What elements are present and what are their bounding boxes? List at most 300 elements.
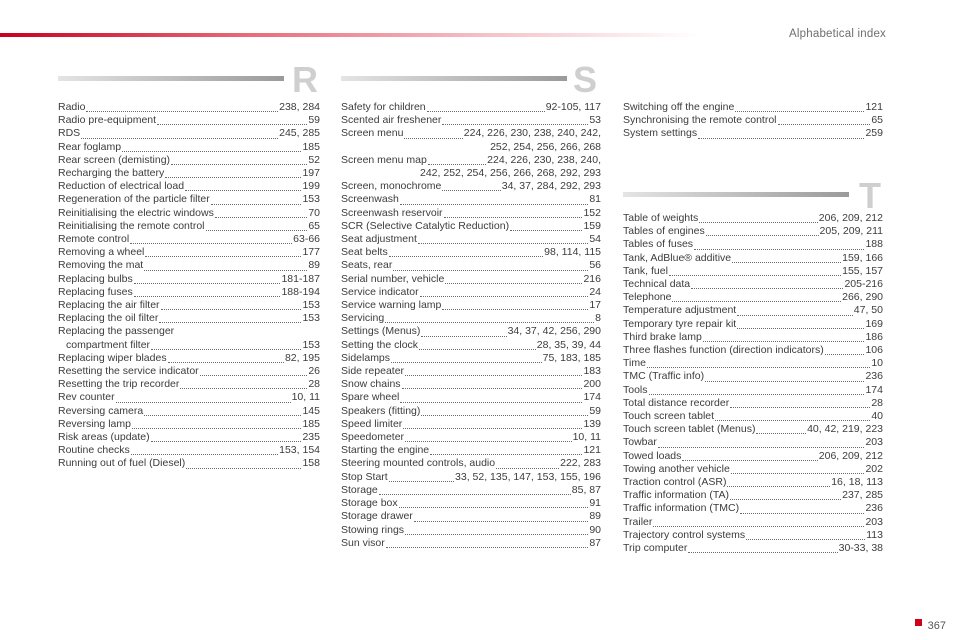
dot-leader xyxy=(442,124,588,125)
index-entry-term: Replacing wiper blades xyxy=(58,351,167,364)
dot-leader xyxy=(161,309,302,310)
index-entry xyxy=(58,299,320,312)
index-entry-pages: 89 xyxy=(589,510,601,523)
dot-leader xyxy=(151,349,301,350)
index-entry xyxy=(341,524,601,537)
index-entry xyxy=(58,391,320,404)
index-entry-pages: 92-105, 117 xyxy=(545,101,601,113)
index-entry-pages: 185 xyxy=(302,140,320,153)
index-column-r xyxy=(58,101,320,471)
index-entry-pages: 10, 11 xyxy=(572,431,601,444)
dot-leader xyxy=(658,447,865,448)
index-entry-term: Rev counter xyxy=(58,391,115,404)
index-entry xyxy=(623,344,883,357)
section-t-letter: T xyxy=(859,175,881,216)
index-entry-pages: 59 xyxy=(308,114,320,127)
index-entry-term: Running out of fuel (Diesel) xyxy=(58,457,186,470)
index-entry xyxy=(341,312,601,325)
dot-leader xyxy=(691,288,843,289)
index-entry-term: Recharging the battery xyxy=(58,167,165,180)
index-entry-pages: 54 xyxy=(589,233,601,246)
index-entry-pages: 206, 209, 212 xyxy=(818,449,883,462)
index-entry-term: Starting the engine xyxy=(341,444,430,457)
index-entry xyxy=(58,431,320,444)
index-column-s-continued xyxy=(623,101,883,141)
index-entry-term: Risk areas (update) xyxy=(58,431,150,444)
dot-leader xyxy=(672,301,841,302)
index-entry-pages: 40 xyxy=(871,410,883,423)
index-entry-pages: 236 xyxy=(865,370,883,383)
index-entry-pages: 85, 87 xyxy=(571,483,601,496)
index-entry-pages: 91 xyxy=(589,497,601,510)
index-entry-term: Temporary tyre repair kit xyxy=(623,317,737,330)
dot-leader xyxy=(746,539,865,540)
index-column-s xyxy=(341,101,601,550)
index-entry-term: Sun visor xyxy=(341,536,385,549)
dot-leader xyxy=(737,328,864,329)
index-entry-pages: 87 xyxy=(589,536,601,549)
index-entry-term: Time xyxy=(623,357,646,370)
index-entry xyxy=(58,180,320,193)
section-r-heading xyxy=(58,59,320,102)
index-entry xyxy=(341,484,601,497)
dot-leader xyxy=(157,124,307,125)
index-entry-pages: 28 xyxy=(871,396,883,409)
index-entry-pages: 33, 52, 135, 147, 153, 155, 196 xyxy=(455,470,601,483)
dot-leader xyxy=(403,428,582,429)
dot-leader xyxy=(144,270,307,271)
index-entry xyxy=(341,273,601,286)
dot-leader xyxy=(730,499,841,500)
index-entry-term: Sidelamps xyxy=(341,351,391,364)
index-entry-pages: 30-33, 38 xyxy=(838,542,883,555)
index-entry xyxy=(623,516,883,529)
index-entry-term: Regeneration of the particle filter xyxy=(58,193,210,206)
index-entry-pages: 266, 290 xyxy=(842,291,883,304)
index-entry-pages: 185 xyxy=(302,417,320,430)
dot-leader xyxy=(737,315,853,316)
index-entry xyxy=(623,370,883,383)
index-entry xyxy=(341,286,601,299)
dot-leader xyxy=(703,341,865,342)
index-entry xyxy=(58,114,320,127)
dot-leader xyxy=(391,362,542,363)
index-entry-term: Three flashes function (direction indicators) xyxy=(623,344,824,357)
dot-leader xyxy=(131,454,278,455)
index-entry-term: Stowing rings xyxy=(341,523,405,536)
dot-leader xyxy=(122,151,301,152)
index-entry-term: Tank, AdBlue® additive xyxy=(623,251,732,264)
dot-leader xyxy=(445,283,582,284)
dot-leader xyxy=(442,190,500,191)
dot-leader xyxy=(740,513,864,514)
index-entry-term: Towing another vehicle xyxy=(623,462,730,475)
index-entry xyxy=(58,127,320,140)
index-entry-pages: 188 xyxy=(865,238,883,251)
index-entry-pages: 200 xyxy=(583,378,601,391)
index-entry-pages: 203 xyxy=(865,436,883,449)
index-entry-pages: 65 xyxy=(308,219,320,232)
index-entry-term: Resetting the service indicator xyxy=(58,365,199,378)
index-entry xyxy=(623,529,883,542)
index-entry-term: Spare wheel xyxy=(341,391,400,404)
index-entry-pages: 199 xyxy=(302,180,320,193)
dot-leader xyxy=(420,296,589,297)
index-entry-term: Reinitialising the remote control xyxy=(58,219,205,232)
index-entry xyxy=(58,378,320,391)
index-entry-term: Storage xyxy=(341,483,378,496)
index-entry xyxy=(341,457,601,470)
index-entry-pages: 10, 11 xyxy=(291,391,320,404)
dot-leader xyxy=(649,394,865,395)
index-entry-pages: 17 xyxy=(589,299,601,312)
index-entry-term: Third brake lamp xyxy=(623,330,702,343)
dot-leader xyxy=(402,388,583,389)
index-entry-pages: 121 xyxy=(865,101,883,113)
index-entry xyxy=(58,352,320,365)
index-entry-pages: 153 xyxy=(302,338,320,351)
dot-leader xyxy=(421,336,506,337)
index-entry xyxy=(623,489,883,502)
index-entry-term: Screen menu xyxy=(341,127,404,140)
dot-leader xyxy=(730,407,870,408)
index-entry xyxy=(341,259,601,272)
index-entry-term: Seat belts xyxy=(341,246,388,259)
index-entry xyxy=(58,273,320,286)
index-entry xyxy=(58,457,320,470)
index-entry xyxy=(341,154,601,180)
index-entry-term: Routine checks xyxy=(58,444,130,457)
index-entry-term: Seats, rear xyxy=(341,259,393,272)
dot-leader xyxy=(180,388,307,389)
index-entry xyxy=(341,193,601,206)
index-entry-term: Speakers (fitting) xyxy=(341,404,421,417)
index-entry-term: Rear foglamp xyxy=(58,140,122,153)
index-entry-pages: 152 xyxy=(583,206,601,219)
index-entry xyxy=(623,252,883,265)
dot-leader xyxy=(442,309,588,310)
index-entry xyxy=(58,141,320,154)
dot-leader xyxy=(400,204,589,205)
index-entry-term: Tank, fuel xyxy=(623,264,668,277)
index-entry-pages: 153, 154 xyxy=(279,444,320,457)
dot-leader xyxy=(727,486,830,487)
index-entry-term: Servicing xyxy=(341,312,385,325)
dot-leader xyxy=(825,354,865,355)
index-entry xyxy=(623,291,883,304)
index-entry-term: Table of weights xyxy=(623,212,699,224)
index-entry-pages: 235 xyxy=(302,431,320,444)
index-entry-pages: 153 xyxy=(302,299,320,312)
index-entry-term: Side repeater xyxy=(341,365,405,378)
dot-leader xyxy=(400,402,582,403)
index-entry-row xyxy=(341,154,601,167)
dot-leader xyxy=(427,111,545,112)
index-entry xyxy=(623,331,883,344)
index-entry-pages: 75, 183, 185 xyxy=(542,351,601,364)
index-entry-term: Radio xyxy=(58,101,86,113)
index-entry-pages: 202 xyxy=(865,462,883,475)
index-entry-term: Rear screen (demisting) xyxy=(58,153,171,166)
index-entry-pages-continued: 242, 252, 254, 256, 266, 268, 292, 293 xyxy=(420,167,601,180)
dot-leader xyxy=(399,507,589,508)
index-entry-pages: 98, 114, 115 xyxy=(544,246,601,259)
index-entry-term: Tables of engines xyxy=(623,225,705,238)
index-entry-term: Replacing the oil filter xyxy=(58,312,159,325)
dot-leader xyxy=(705,381,864,382)
dot-leader xyxy=(159,322,301,323)
dot-leader xyxy=(116,402,291,403)
dot-leader xyxy=(144,415,301,416)
dot-leader xyxy=(86,111,278,112)
dot-leader xyxy=(444,217,583,218)
index-entry xyxy=(341,444,601,457)
index-entry-pages: 89 xyxy=(308,259,320,272)
dot-leader xyxy=(688,552,837,553)
index-entry-term: Screen, monochrome xyxy=(341,180,442,193)
index-entry xyxy=(58,193,320,206)
index-entry-pages: 34, 37, 284, 292, 293 xyxy=(501,180,601,193)
dot-leader xyxy=(735,111,864,112)
index-entry xyxy=(623,101,883,114)
index-entry-pages: 259 xyxy=(865,127,883,140)
index-entry xyxy=(623,278,883,291)
dot-leader xyxy=(715,420,870,421)
dot-leader xyxy=(414,521,589,522)
index-entry xyxy=(58,167,320,180)
index-entry xyxy=(58,444,320,457)
dot-leader xyxy=(694,249,864,250)
index-entry-term: Touch screen tablet (Menus) xyxy=(623,423,756,436)
dot-leader xyxy=(132,428,302,429)
index-entry-pages: 153 xyxy=(302,193,320,206)
dot-leader xyxy=(134,283,281,284)
index-entry-pages-continued: 252, 254, 256, 266, 268 xyxy=(490,140,601,153)
dot-leader xyxy=(200,375,308,376)
index-entry-term: Replacing bulbs xyxy=(58,272,133,285)
index-entry-pages: 188-194 xyxy=(281,285,320,298)
index-entry-term: Snow chains xyxy=(341,378,401,391)
index-entry-term: Towed loads xyxy=(623,449,682,462)
dot-leader xyxy=(130,243,292,244)
index-entry-term-continued: compartment filter xyxy=(66,338,151,351)
dot-leader xyxy=(211,204,302,205)
index-entry-term: System settings xyxy=(623,127,698,140)
index-entry xyxy=(341,233,601,246)
index-entry-term: Service warning lamp xyxy=(341,299,442,312)
index-entry-term: Tables of fuses xyxy=(623,238,694,251)
index-entry-pages: 174 xyxy=(583,391,601,404)
index-entry-pages: 145 xyxy=(302,404,320,417)
index-entry-term: Speed limiter xyxy=(341,417,403,430)
dot-leader xyxy=(186,468,301,469)
dot-leader xyxy=(428,164,486,165)
index-entry-pages: 183 xyxy=(583,365,601,378)
index-entry xyxy=(58,220,320,233)
index-entry xyxy=(623,410,883,423)
dot-leader xyxy=(731,473,865,474)
index-entry-pages: 8 xyxy=(595,312,601,325)
index-entry-term: Resetting the trip recorder xyxy=(58,378,180,391)
index-entry-term: Safety for children xyxy=(341,101,426,113)
index-entry-pages: 216 xyxy=(583,272,601,285)
index-entry xyxy=(341,471,601,484)
index-entry xyxy=(341,299,601,312)
index-entry-pages: 153 xyxy=(302,312,320,325)
index-entry xyxy=(58,365,320,378)
index-entry xyxy=(58,233,320,246)
index-entry-term: TMC (Traffic info) xyxy=(623,370,705,383)
index-entry-pages: 28 xyxy=(308,378,320,391)
index-entry-term: Radio pre-equipment xyxy=(58,114,157,127)
index-entry-pages: 16, 18, 113 xyxy=(831,476,883,489)
index-entry xyxy=(623,357,883,370)
index-entry xyxy=(341,352,601,365)
index-entry-term: Traffic information (TA) xyxy=(623,489,729,502)
index-entry-pages: 82, 195 xyxy=(284,351,320,364)
index-entry xyxy=(341,431,601,444)
index-entry xyxy=(623,423,883,436)
index-entry-pages: 186 xyxy=(865,330,883,343)
index-entry-pages: 205, 209, 211 xyxy=(819,225,883,238)
dot-leader xyxy=(699,222,817,223)
index-entry-pages: 177 xyxy=(302,246,320,259)
index-entry-pages: 224, 226, 230, 238, 240, xyxy=(487,153,601,166)
index-entry-term: Traction control (ASR) xyxy=(623,476,727,489)
dot-leader xyxy=(134,296,281,297)
index-entry xyxy=(341,180,601,193)
dot-leader xyxy=(215,217,307,218)
index-entry-term: Trip computer xyxy=(623,542,688,555)
dot-leader xyxy=(421,415,588,416)
section-r-bar xyxy=(58,76,284,81)
section-s-heading xyxy=(341,59,601,102)
index-entry-term: Telephone xyxy=(623,291,672,304)
dot-leader xyxy=(653,526,864,527)
section-t-bar xyxy=(623,192,849,197)
dot-leader xyxy=(698,138,864,139)
index-entry-term: Synchronising the remote control xyxy=(623,114,777,127)
index-entry xyxy=(58,154,320,167)
dot-leader xyxy=(405,441,572,442)
index-entry-term: Speedometer xyxy=(341,431,405,444)
index-entry-term: Settings (Menus) xyxy=(341,325,421,338)
index-entry xyxy=(341,114,601,127)
index-entry-pages: 24 xyxy=(589,285,601,298)
index-entry-term: Trailer xyxy=(623,515,653,528)
index-entry-pages: 139 xyxy=(583,417,601,430)
dot-leader xyxy=(756,433,806,434)
index-entry xyxy=(623,304,883,317)
index-entry-term: Reversing camera xyxy=(58,404,144,417)
dot-leader xyxy=(430,454,582,455)
index-entry-pages: 245, 285 xyxy=(279,127,320,140)
dot-leader xyxy=(385,322,594,323)
index-column-t xyxy=(623,212,883,555)
dot-leader xyxy=(145,256,301,257)
index-entry-pages: 155, 157 xyxy=(842,264,883,277)
index-entry-pages: 70 xyxy=(308,206,320,219)
index-entry xyxy=(341,325,601,338)
index-entry xyxy=(623,397,883,410)
index-entry-term: Technical data xyxy=(623,278,691,291)
dot-leader xyxy=(168,362,284,363)
index-entry xyxy=(58,259,320,272)
index-entry xyxy=(58,286,320,299)
index-entry-pages: 205-216 xyxy=(844,278,883,291)
dot-leader xyxy=(419,349,536,350)
dot-leader xyxy=(405,534,588,535)
index-entry-pages: 237, 285 xyxy=(842,489,883,502)
index-entry xyxy=(623,212,883,225)
dot-leader xyxy=(151,441,302,442)
index-entry xyxy=(341,378,601,391)
index-entry xyxy=(341,339,601,352)
index-entry-term: Towbar xyxy=(623,436,657,449)
index-entry-pages: 53 xyxy=(589,114,601,127)
index-entry-pages: 81 xyxy=(589,193,601,206)
index-entry xyxy=(58,246,320,259)
index-entry-term: Stop Start xyxy=(341,470,388,483)
dot-leader xyxy=(389,481,454,482)
section-s-letter: S xyxy=(573,59,598,100)
dot-leader xyxy=(647,367,870,368)
page-number: 367 xyxy=(927,620,946,632)
index-entry-term: Replacing the passenger xyxy=(58,325,175,338)
dot-leader xyxy=(379,494,571,495)
dot-leader xyxy=(706,235,819,236)
index-entry-term: Remote control xyxy=(58,233,130,246)
index-entry xyxy=(623,127,883,140)
index-entry xyxy=(623,384,883,397)
index-entry xyxy=(58,405,320,418)
index-entry-pages: 59 xyxy=(589,404,601,417)
dot-leader xyxy=(510,230,582,231)
index-entry-row xyxy=(341,127,601,140)
index-entry-pages: 158 xyxy=(302,457,320,470)
index-entry-pages: 222, 283 xyxy=(560,457,601,470)
dot-leader xyxy=(682,460,817,461)
index-entry xyxy=(341,418,601,431)
index-entry-pages: 40, 42, 219, 223 xyxy=(807,423,883,436)
index-entry-pages: 34, 37, 42, 256, 290 xyxy=(507,325,601,338)
index-entry-pages: 52 xyxy=(308,153,320,166)
index-entry-pages: 90 xyxy=(589,523,601,536)
index-entry-term: Reversing lamp xyxy=(58,417,131,430)
index-entry xyxy=(341,127,601,153)
index-entry-pages: 203 xyxy=(865,515,883,528)
index-entry-pages: 65 xyxy=(871,114,883,127)
index-entry xyxy=(623,238,883,251)
index-entry xyxy=(623,542,883,555)
index-entry-row xyxy=(58,339,320,352)
dot-leader xyxy=(405,375,582,376)
index-entry-pages: 47, 50 xyxy=(853,304,883,317)
section-s-bar xyxy=(341,76,567,81)
dot-leader xyxy=(81,138,278,139)
index-entry-term: Removing a wheel xyxy=(58,246,145,259)
index-entry-term: Temperature adjustment xyxy=(623,304,737,317)
index-entry xyxy=(341,101,601,114)
index-entry-pages: 197 xyxy=(302,167,320,180)
index-entry-term: Reinitialising the electric windows xyxy=(58,206,214,219)
index-entry-pages: 56 xyxy=(589,259,601,272)
page-header-title: Alphabetical index xyxy=(789,28,886,40)
index-entry-pages: 113 xyxy=(866,528,883,541)
index-entry xyxy=(341,391,601,404)
index-entry-pages: 238, 284 xyxy=(279,101,320,113)
index-entry-term: Seat adjustment xyxy=(341,233,417,246)
